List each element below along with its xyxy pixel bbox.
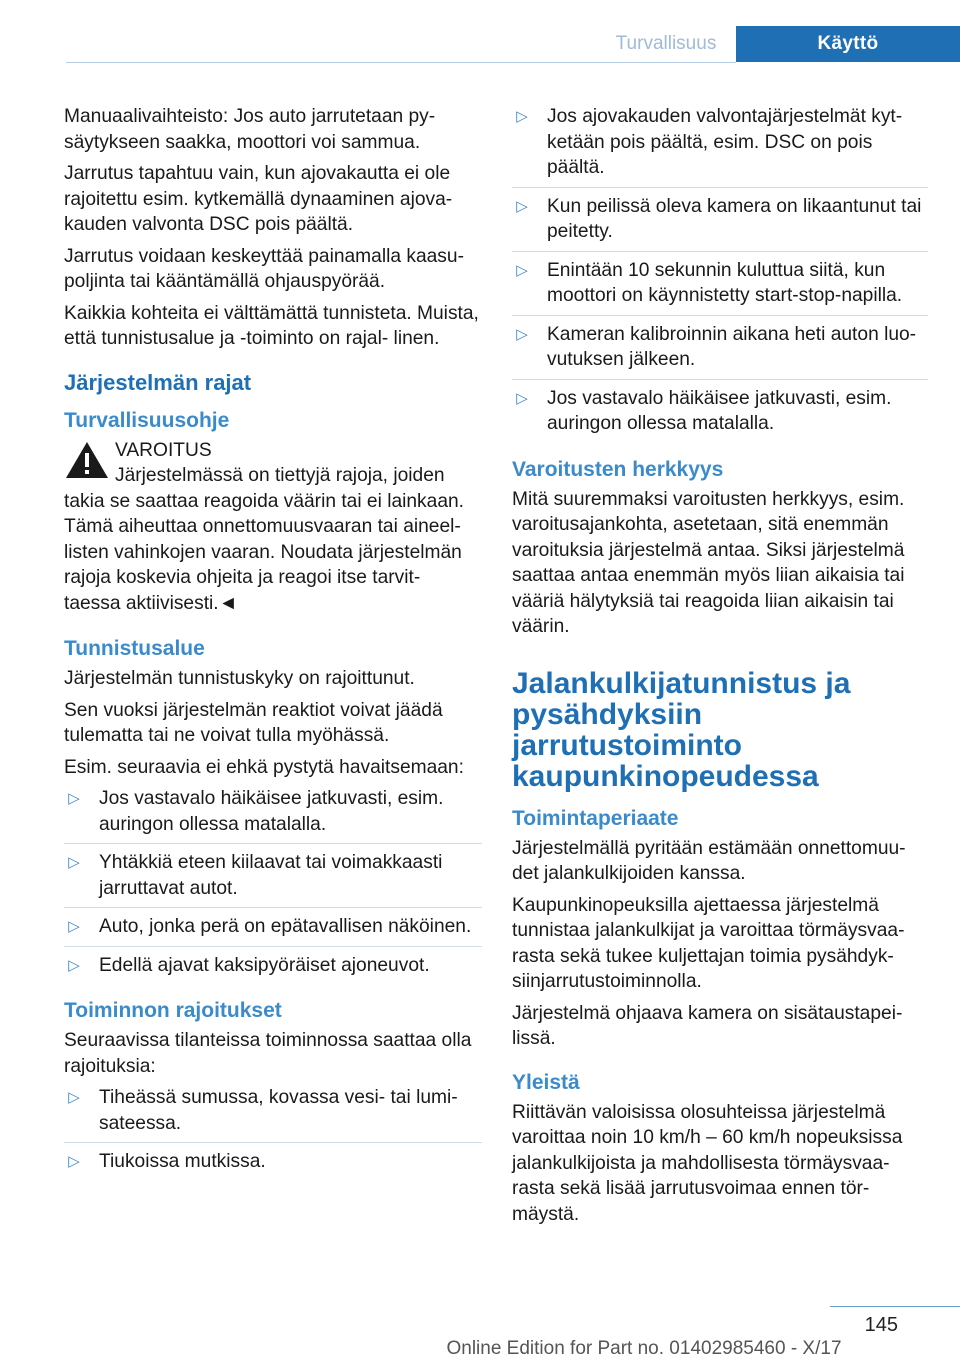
paragraph: Järjestelmän tunnistuskyky on rajoittunut. xyxy=(64,668,415,689)
section-tab: Turvallisuus xyxy=(615,33,717,54)
left-column xyxy=(64,104,482,1180)
list-item: ▷ Edellä ajavat kaksipyöräiset ajoneuvot. xyxy=(64,953,482,979)
right-column xyxy=(512,104,928,1233)
warning-box xyxy=(64,438,482,617)
list-item: ▷ Jos vastavalo häikäisee jatkuvasti, esim. auringon ollessa matalalla. xyxy=(64,786,482,844)
warning-title: VAROITUS xyxy=(115,439,212,461)
paragraph: Mitä suuremmaksi varoitusten herkkyys, esim. varoitusajankohta, asetetaan, sitä enemmän varoituksia järjestelmä antaa. Siksi järjestelmä saattaa antaa enemmän myös liian aikaisia tai vääriä hälytyksiä tai reagoida liian aikaisin tai väärin. xyxy=(512,488,905,637)
list-item: ▷ Tiheässä sumussa, kovassa vesi- tai lumi‐ sateessa. xyxy=(64,1085,482,1143)
warning-text-line: Järjestelmässä on tiettyjä rajoja, joiden xyxy=(115,465,445,486)
paragraph: Manuaalivaihteisto: Jos auto jarrutetaan py‐ säytykseen saakka, moottori voi sammua. xyxy=(64,106,436,153)
heading-warning-sensitivity: Varoitusten herkkyys xyxy=(512,457,724,481)
triangle-bullet-icon: ▷ xyxy=(516,261,528,279)
heading-pedestrian-detection: Jalankulkijatunnistus ja pysähdyksiin jarrutustoiminto kaupunkinopeudessa xyxy=(512,666,851,793)
heading-detection-range: Tunnistusalue xyxy=(64,637,205,660)
triangle-bullet-icon: ▷ xyxy=(68,790,80,807)
paragraph: Esim. seuraavia ei ehkä pystytä havaitsemaan: xyxy=(64,756,464,778)
list-item: ▷ Kameran kalibroinnin aikana heti auton luo‐ vutuksen jälkeen. xyxy=(512,322,928,380)
chapter-tab: Käyttö xyxy=(736,26,960,62)
paragraph: Jarrutus tapahtuu vain, kun ajovakautta ei ole rajoitettu esim. kytkemällä dynaaminen ajova‐ kauden valvonta DSC pois päältä. xyxy=(64,163,453,235)
paragraph: Jarrutus voidaan keskeyttää painamalla kaasu‐ poljinta tai kääntämällä ohjauspyörää. xyxy=(64,245,464,292)
paragraph: Sen vuoksi järjestelmän reaktiot voivat jäädä tulematta tai ne voivat tulla myöhässä. xyxy=(64,699,443,746)
triangle-bullet-icon: ▷ xyxy=(68,1153,80,1170)
list-item: ▷ Jos vastavalo häikäisee jatkuvasti, esim. auringon ollessa matalalla. xyxy=(512,386,928,437)
paragraph: Järjestelmällä pyritään estämään onnettomuu‐ det jalankulkijoiden kanssa. xyxy=(512,837,906,884)
footer-rule xyxy=(830,1306,960,1307)
paragraph: Riittävän valoisissa olosuhteissa järjestelmä varoittaa noin 10 km/h – 60 km/h nopeuksissa jalankulkijoista ja mahdollisesta törmäysvaa‐ rasta sekä lisää jarrutusvoimaa ennen tör‐ mäystä. xyxy=(512,1101,903,1225)
heading-function-limits: Toiminnon rajoitukset xyxy=(64,999,282,1022)
detect-list xyxy=(64,786,482,978)
list-item: ▷ Auto, jonka perä on epätavallisen näköinen. xyxy=(64,914,482,947)
footer-edition: Online Edition for Part no. 01402985460 - X/17 xyxy=(446,1338,842,1359)
paragraph: Järjestelmä ohjaava kamera on sisätaustapei‐ lissä. xyxy=(512,1002,903,1049)
header-rule xyxy=(66,62,736,63)
function-limits-list xyxy=(64,1085,482,1175)
heading-system-limits: Järjestelmän rajat xyxy=(64,369,252,395)
triangle-bullet-icon: ▷ xyxy=(68,854,80,871)
function-limits-list-continued xyxy=(512,104,928,437)
paragraph: Kaupunkinopeuksilla ajettaessa järjestelmä tunnistaa jalankulkijat ja varoittaa törmäysvaa‐ rasta sekä tukee kuljettajan toimia pysähdyk‐ siinjarrutustoiminnolla. xyxy=(512,894,905,992)
list-item: ▷ Enintään 10 sekunnin kuluttua siitä, kun moottori on käynnistetty start-stop-napilla. xyxy=(512,258,928,316)
triangle-bullet-icon: ▷ xyxy=(68,1089,80,1106)
triangle-bullet-icon: ▷ xyxy=(516,325,528,343)
warning-header xyxy=(64,438,482,489)
paragraph: Seuraavissa tilanteissa toiminnossa saattaa olla rajoituksia: xyxy=(64,1030,472,1077)
paragraph: Kaikkia kohteita ei välttämättä tunnisteta. Muista, että tunnistusalue ja -toiminto on rajal‐ linen. xyxy=(64,302,479,349)
triangle-bullet-icon: ▷ xyxy=(68,918,80,935)
list-item: ▷ Tiukoissa mutkissa. xyxy=(64,1149,482,1175)
heading-principle: Toimintaperiaate xyxy=(512,806,679,830)
triangle-bullet-icon: ▷ xyxy=(68,956,80,974)
page-number: 145 xyxy=(864,1314,898,1336)
list-item: ▷ Jos ajovakauden valvontajärjestelmät kyt‐ ketään pois päältä, esim. DSC on pois päältä. xyxy=(512,104,928,188)
list-item: ▷ Yhtäkkiä eteen kiilaavat tai voimakkaasti jarruttavat autot. xyxy=(64,850,482,908)
heading-safety-note: Turvallisuusohje xyxy=(64,408,230,432)
warning-triangle-icon xyxy=(64,440,110,480)
triangle-bullet-icon: ▷ xyxy=(516,389,528,407)
heading-general: Yleistä xyxy=(512,1070,580,1094)
warning-text: takia se saattaa reagoida väärin tai ei lainkaan. Tämä aiheuttaa onnettomuusvaaran tai aineel‐ listen vahinkojen vaaran. Noudata järjestelmän rajoja koskevia ohjeita ja reagoi itse tarvit‐ taessa aktiivisesti.◄ xyxy=(64,490,464,614)
triangle-bullet-icon: ▷ xyxy=(516,108,528,125)
list-item: ▷ Kun peilissä oleva kamera on likaantunut tai peitetty. xyxy=(512,194,928,252)
triangle-bullet-icon: ▷ xyxy=(516,197,528,215)
